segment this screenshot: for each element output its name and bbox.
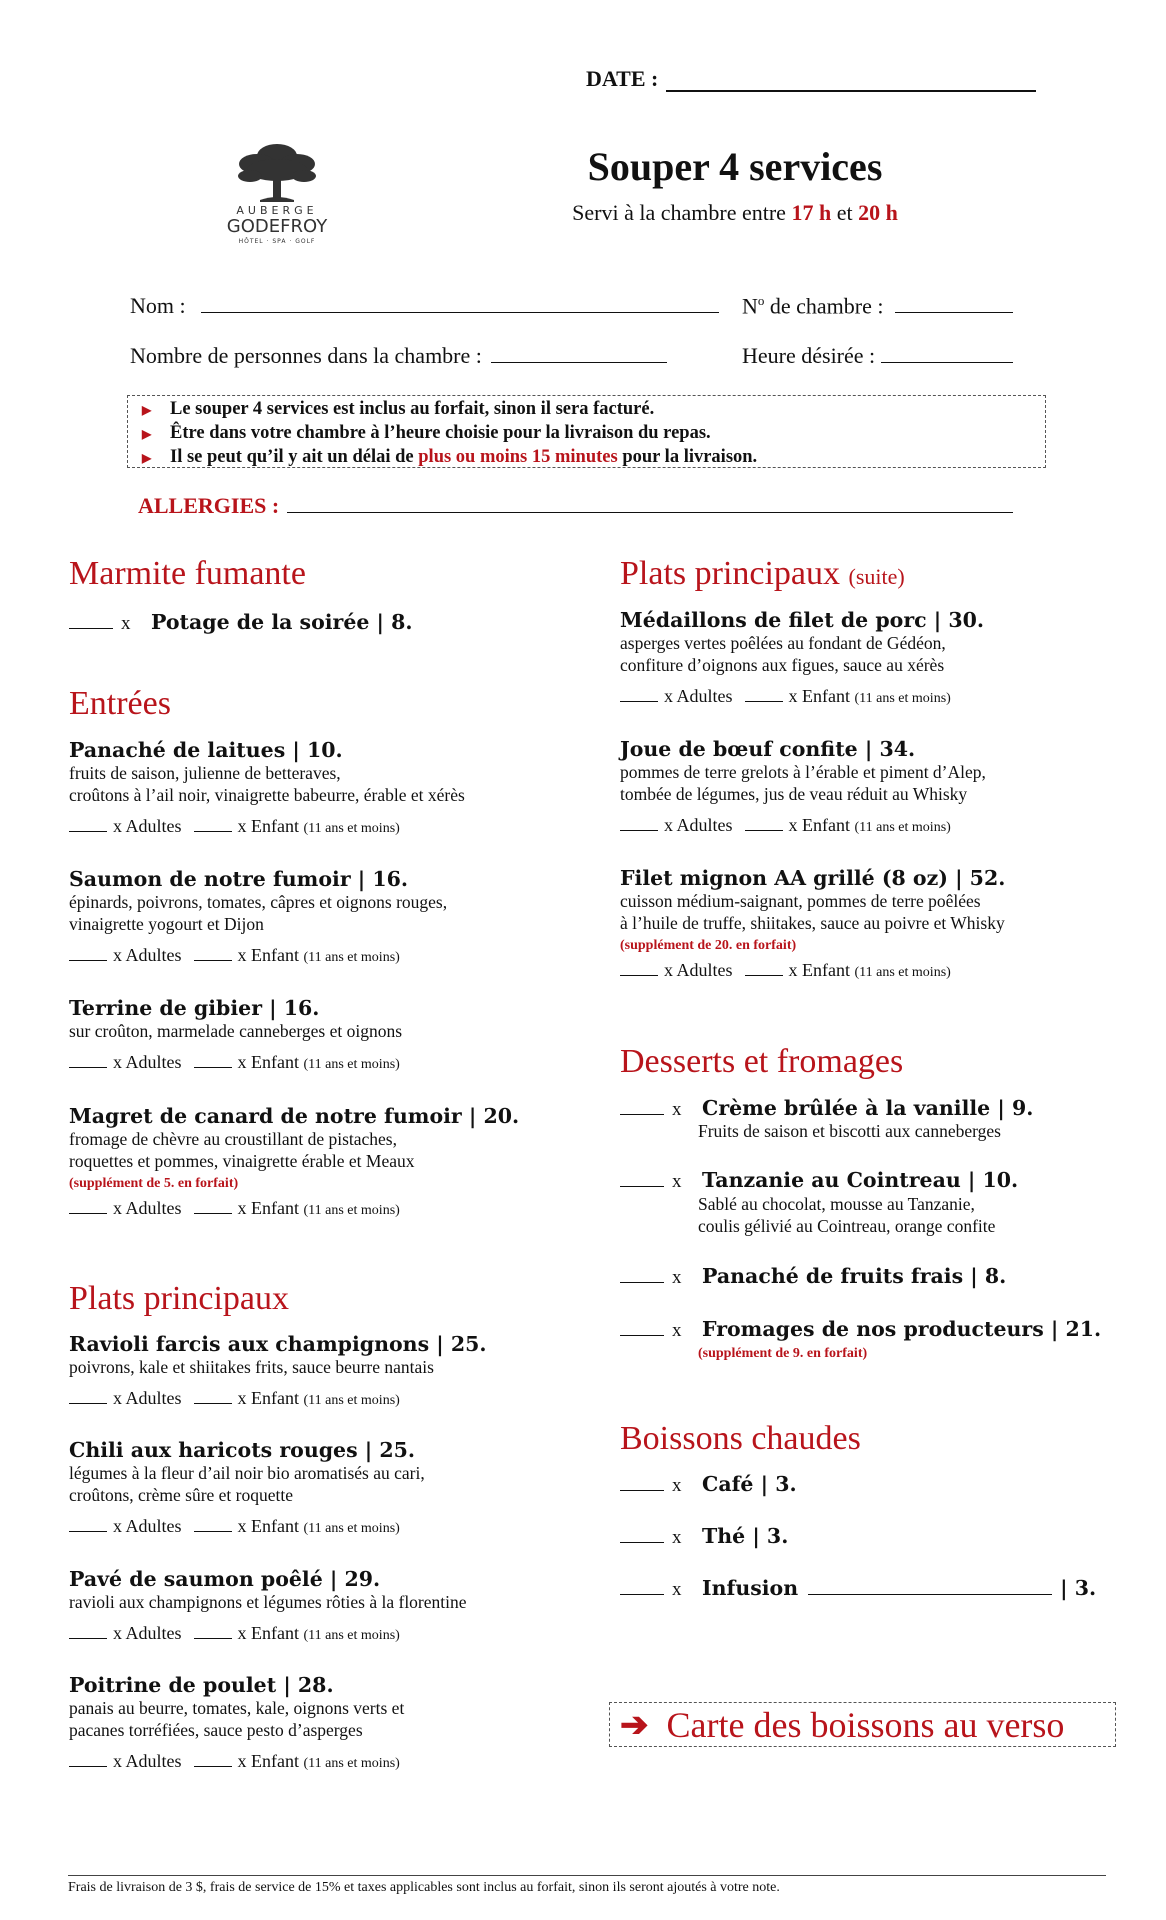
child-qty-field[interactable] — [745, 688, 783, 702]
time-start: 17 h — [791, 200, 832, 225]
adults-label: x Adultes — [664, 960, 733, 980]
notice-box — [127, 395, 1046, 468]
times-label: x — [672, 1171, 682, 1192]
adults-label: x Adultes — [113, 945, 182, 965]
time-end: 20 h — [858, 200, 898, 225]
item-price: | 3. — [1060, 1576, 1097, 1600]
room-label: de chambre : — [764, 293, 884, 319]
logo-line3: HÔTEL · SPA · GOLF — [238, 238, 316, 245]
item-name: Poitrine de poulet | 28. — [69, 1673, 334, 1697]
adult-qty-field[interactable] — [69, 1518, 107, 1532]
arrow-right-icon: ➔ — [620, 1706, 649, 1744]
room-field[interactable] — [895, 293, 1013, 313]
child-note: (11 ans et moins) — [303, 1628, 400, 1643]
adult-qty-field[interactable] — [69, 947, 107, 961]
child-qty-field[interactable] — [194, 1753, 232, 1767]
child-qty-field[interactable] — [194, 1625, 232, 1639]
menu-item — [69, 1332, 589, 1409]
adults-label: x Adultes — [113, 1516, 182, 1536]
child-note: (11 ans et moins) — [303, 1057, 400, 1072]
date-label: DATE : — [586, 66, 659, 91]
notice-text: Le souper 4 services est inclus au forfait, sinon il sera facturé. — [170, 399, 655, 419]
times-label: x — [672, 1267, 682, 1288]
date-line — [586, 66, 1036, 92]
room-label-o: o — [757, 293, 765, 308]
suite-label: (suite) — [848, 564, 905, 589]
service-hours — [500, 200, 970, 226]
item-desc: pacanes torréfiées, sauce pesto d’asperges — [69, 1720, 363, 1740]
item-desc: panais au beurre, tomates, kale, oignons verts et — [69, 1698, 405, 1718]
item-desc: Fruits de saison et biscotti aux canneberges — [698, 1121, 1001, 1141]
times-label: x — [672, 1475, 682, 1496]
adult-qty-field[interactable] — [69, 1200, 107, 1214]
notice-item — [142, 446, 1045, 470]
adults-label: x Adultes — [113, 1198, 182, 1218]
page-title: Souper 4 services — [587, 144, 883, 189]
child-label: x Enfant — [237, 945, 299, 965]
adults-label: x Adultes — [664, 815, 733, 835]
item-desc: pommes de terre grelots à l’érable et piment d’Alep, — [620, 762, 986, 782]
section-boissons: Boissons chaudes — [620, 1420, 861, 1457]
room-label-n: N — [742, 293, 758, 319]
quantity-field[interactable] — [69, 615, 113, 629]
adult-qty-field[interactable] — [69, 1054, 107, 1068]
item-desc: sur croûton, marmelade canneberges et oignons — [69, 1021, 403, 1041]
item-name: Filet mignon AA grillé (8 oz) | 52. — [620, 866, 1006, 890]
adult-qty-field[interactable] — [620, 962, 658, 976]
item-desc: ravioli aux champignons et légumes rôties à la florentine — [69, 1592, 467, 1612]
child-note: (11 ans et moins) — [854, 965, 951, 980]
footer-divider — [68, 1875, 1106, 1876]
menu-item — [69, 867, 589, 966]
order-line — [620, 960, 1140, 981]
section-marmite: Marmite fumante — [69, 555, 306, 592]
item-name: Tanzanie au Cointreau | 10. — [702, 1168, 1019, 1192]
logo-line2: GODEFROY — [226, 216, 328, 237]
menu-item — [69, 1673, 589, 1772]
drink-item — [620, 1576, 1096, 1601]
dessert-item — [620, 1317, 1101, 1342]
order-line — [69, 816, 589, 837]
delay-highlight: plus ou moins 15 minutes — [418, 447, 618, 467]
child-note: (11 ans et moins) — [303, 1203, 400, 1218]
section-entrees: Entrées — [69, 685, 171, 722]
child-label: x Enfant — [788, 686, 850, 706]
quantity-field[interactable] — [620, 1581, 664, 1595]
item-desc: confiture d’oignons aux figues, sauce au xérès — [620, 655, 945, 675]
item-desc: fruits de saison, julienne de betteraves, — [69, 763, 341, 783]
child-qty-field[interactable] — [194, 1518, 232, 1532]
order-line — [620, 686, 1140, 707]
menu-item — [69, 1567, 589, 1644]
footer-note: Frais de livraison de 3 $, frais de service de 15% et taxes applicables sont inclus au forfait, sinon ils seront ajoutés à votre note. — [68, 1880, 780, 1895]
item-name: Saumon de notre fumoir | 16. — [69, 867, 409, 891]
notice-item — [142, 422, 1045, 446]
item-name: Crème brûlée à la vanille | 9. — [702, 1096, 1034, 1120]
adult-qty-field[interactable] — [69, 1625, 107, 1639]
people-row — [130, 343, 667, 369]
menu-item — [620, 737, 1140, 836]
quantity-field[interactable] — [620, 1529, 664, 1543]
times-label: x — [672, 1320, 682, 1341]
child-label: x Enfant — [237, 816, 299, 836]
order-line — [69, 1388, 589, 1409]
child-label: x Enfant — [237, 1052, 299, 1072]
time-field[interactable] — [881, 343, 1013, 363]
notice-text: pour la livraison. — [622, 447, 758, 467]
order-line — [69, 1623, 589, 1644]
item-desc: fromage de chèvre au croustillant de pistaches, — [69, 1129, 397, 1149]
dessert-item — [620, 1168, 1018, 1193]
notice-item — [142, 398, 1045, 422]
verso-banner — [609, 1702, 1116, 1747]
allergies-label: ALLERGIES : — [138, 493, 280, 518]
adult-qty-field[interactable] — [620, 817, 658, 831]
quantity-field[interactable] — [620, 1322, 664, 1336]
subtitle-mid: et — [836, 200, 853, 225]
bullet-triangle-icon: ▶ — [142, 427, 152, 441]
times-label: x — [672, 1099, 682, 1120]
verso-text: Carte des boissons au verso — [666, 1704, 1065, 1745]
child-qty-field[interactable] — [194, 1054, 232, 1068]
quantity-field[interactable] — [620, 1477, 664, 1491]
notice-text: Être dans votre chambre à l’heure choisie pour la livraison du repas. — [170, 423, 711, 443]
name-row — [130, 293, 719, 319]
time-row — [742, 343, 1013, 369]
order-line — [620, 815, 1140, 836]
section-title: Plats principaux — [620, 555, 841, 592]
child-qty-field[interactable] — [194, 1390, 232, 1404]
times-label: x — [121, 613, 131, 634]
people-label: Nombre de personnes dans la chambre : — [130, 343, 482, 368]
room-row — [742, 293, 1013, 319]
adults-label: x Adultes — [113, 816, 182, 836]
menu-item — [69, 738, 589, 837]
menu-item — [620, 866, 1140, 981]
child-note: (11 ans et moins) — [854, 820, 951, 835]
adults-label: x Adultes — [113, 1388, 182, 1408]
infusion-choice-field[interactable] — [808, 1577, 1052, 1595]
item-desc: vinaigrette yogourt et Dijon — [69, 914, 264, 934]
logo-line1: AUBERGE — [236, 204, 318, 217]
adult-qty-field[interactable] — [69, 1753, 107, 1767]
item-name: Infusion — [702, 1576, 799, 1600]
notice-text: Il se peut qu’il y ait un délai de — [170, 447, 414, 467]
child-label: x Enfant — [788, 960, 850, 980]
menu-item — [620, 608, 1140, 707]
item-desc: coulis gélivié au Cointreau, orange confite — [698, 1216, 996, 1236]
allergies-row — [138, 493, 1013, 519]
auberge-godefroy-logo — [212, 134, 342, 246]
name-label: Nom : — [130, 293, 186, 318]
item-name: Pavé de saumon poêlé | 29. — [69, 1567, 381, 1591]
item-desc: tombée de légumes, jus de veau réduit au Whisky — [620, 784, 968, 804]
drink-item — [620, 1524, 788, 1549]
item-name: Chili aux haricots rouges | 25. — [69, 1438, 416, 1462]
section-plats: Plats principaux — [69, 1280, 290, 1317]
item-name: Médaillons de filet de porc | 30. — [620, 608, 985, 632]
item-name: Thé | 3. — [702, 1524, 789, 1548]
child-label: x Enfant — [788, 815, 850, 835]
bullet-triangle-icon: ▶ — [142, 403, 152, 417]
child-note: (11 ans et moins) — [303, 1521, 400, 1536]
dessert-item — [620, 1096, 1033, 1121]
order-line — [69, 945, 589, 966]
tree-icon — [212, 134, 342, 246]
adults-label: x Adultes — [113, 1751, 182, 1771]
child-note: (11 ans et moins) — [303, 1756, 400, 1771]
section-plats-suite — [620, 555, 905, 593]
item-desc: poivrons, kale et shiitakes frits, sauce beurre nantais — [69, 1357, 434, 1377]
item-name: Magret de canard de notre fumoir | 20. — [69, 1104, 520, 1128]
supplement-note: (supplément de 9. en forfait) — [698, 1346, 868, 1361]
order-line — [69, 1052, 589, 1073]
child-qty-field[interactable] — [745, 817, 783, 831]
quantity-field[interactable] — [620, 1173, 664, 1187]
order-line — [69, 1198, 589, 1219]
item-name: Joue de bœuf confite | 34. — [620, 737, 916, 761]
date-field[interactable] — [666, 70, 1036, 92]
child-qty-field[interactable] — [194, 947, 232, 961]
name-field[interactable] — [201, 293, 719, 313]
bullet-triangle-icon: ▶ — [142, 451, 152, 465]
child-label: x Enfant — [237, 1623, 299, 1643]
item-name: Fromages de nos producteurs | 21. — [702, 1317, 1102, 1341]
child-note: (11 ans et moins) — [303, 1393, 400, 1408]
drink-item — [620, 1472, 797, 1497]
item-name: Panaché de laitues | 10. — [69, 738, 343, 762]
child-note: (11 ans et moins) — [303, 821, 400, 836]
item-desc: à l’huile de truffe, shiitakes, sauce au poivre et Whisky — [620, 913, 1005, 933]
menu-item — [69, 996, 589, 1073]
item-desc: Sablé au chocolat, mousse au Tanzanie, — [698, 1194, 975, 1214]
supplement-note: (supplément de 5. en forfait) — [69, 1176, 239, 1191]
item-name: Ravioli farcis aux champignons | 25. — [69, 1332, 487, 1356]
child-note: (11 ans et moins) — [303, 950, 400, 965]
order-line — [69, 1516, 589, 1537]
menu-item — [69, 1438, 589, 1537]
child-note: (11 ans et moins) — [854, 691, 951, 706]
item-desc: croûtons à l’ail noir, vinaigrette babeurre, érable et xérès — [69, 785, 465, 805]
dessert-item — [620, 1264, 1006, 1289]
section-desserts: Desserts et fromages — [620, 1043, 904, 1080]
item-desc: croûtons, crème sûre et roquette — [69, 1485, 294, 1505]
item-desc: asperges vertes poêlées au fondant de Gédéon, — [620, 633, 946, 653]
adult-qty-field[interactable] — [69, 1390, 107, 1404]
order-line — [69, 1751, 589, 1772]
adults-label: x Adultes — [113, 1623, 182, 1643]
item-name: Terrine de gibier | 16. — [69, 996, 320, 1020]
adult-qty-field[interactable] — [620, 688, 658, 702]
times-label: x — [672, 1579, 682, 1600]
marmite-item — [69, 610, 413, 635]
item-name: Panaché de fruits frais | 8. — [702, 1264, 1007, 1288]
adults-label: x Adultes — [664, 686, 733, 706]
times-label: x — [672, 1527, 682, 1548]
item-desc: roquettes et pommes, vinaigrette érable et Meaux — [69, 1151, 415, 1171]
menu-item — [69, 1104, 589, 1219]
child-qty-field[interactable] — [745, 962, 783, 976]
child-qty-field[interactable] — [194, 1200, 232, 1214]
item-name: Potage de la soirée | 8. — [151, 610, 413, 634]
quantity-field[interactable] — [620, 1101, 664, 1115]
child-label: x Enfant — [237, 1198, 299, 1218]
allergies-field[interactable] — [287, 493, 1013, 513]
child-label: x Enfant — [237, 1751, 299, 1771]
item-desc: légumes à la fleur d’ail noir bio aromatisés au cari, — [69, 1463, 425, 1483]
child-qty-field[interactable] — [194, 818, 232, 832]
adults-label: x Adultes — [113, 1052, 182, 1072]
people-field[interactable] — [491, 343, 667, 363]
time-label: Heure désirée : — [742, 343, 876, 368]
item-desc: cuisson médium-saignant, pommes de terre poêlées — [620, 891, 981, 911]
item-name: Café | 3. — [702, 1472, 797, 1496]
child-label: x Enfant — [237, 1516, 299, 1536]
quantity-field[interactable] — [620, 1269, 664, 1283]
subtitle-prefix: Servi à la chambre entre — [572, 200, 786, 225]
child-label: x Enfant — [237, 1388, 299, 1408]
supplement-note: (supplément de 20. en forfait) — [620, 938, 797, 953]
item-desc: épinards, poivrons, tomates, câpres et oignons rouges, — [69, 892, 448, 912]
adult-qty-field[interactable] — [69, 818, 107, 832]
